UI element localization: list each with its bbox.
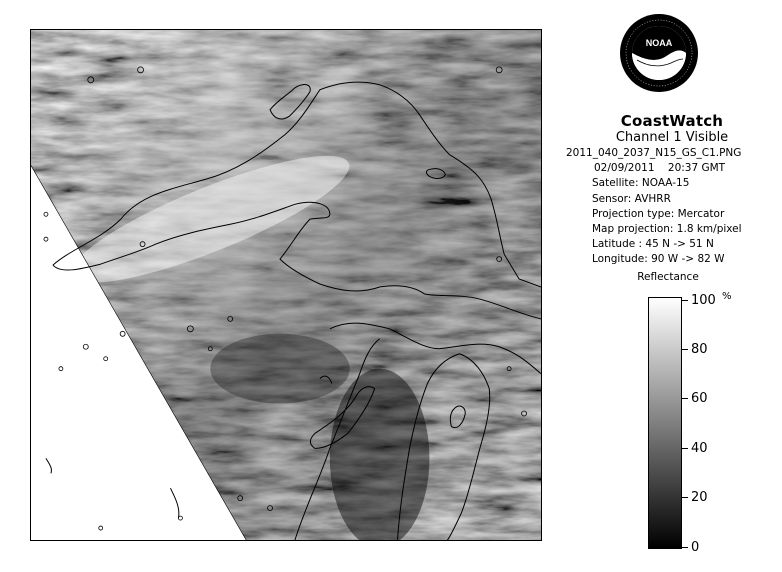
product-title: CoastWatch (620, 112, 724, 130)
noaa-logo (619, 13, 699, 93)
satellite-image-panel (30, 29, 542, 541)
acquisition-date: 02/09/2011 (594, 162, 655, 175)
legend-unit: % (722, 291, 732, 302)
projection-type: Projection type: Mercator (592, 207, 725, 220)
longitude-range: Longitude: 90 W -> 82 W (592, 253, 725, 266)
file-name: 2011_040_2037_N15_GS_C1.PNG (566, 147, 742, 159)
legend-tick-label: 60 (691, 391, 708, 406)
acquisition-time: 20:37 GMT (667, 162, 726, 175)
reflectance-colorbar (648, 297, 682, 549)
satellite-label: Satellite: NOAA-15 (592, 177, 690, 190)
legend-tick (682, 497, 688, 498)
legend-tick (682, 448, 688, 449)
legend-tick (682, 349, 688, 350)
legend-tick-label: 80 (691, 342, 708, 357)
product-header (562, 112, 782, 145)
legend-tick (682, 398, 688, 399)
noaa-seal-icon (619, 13, 699, 93)
image-metadata (566, 146, 778, 268)
legend-tick (682, 300, 688, 301)
legend-tick (682, 547, 688, 548)
sensor-label: Sensor: AVHRR (592, 192, 671, 205)
acquisition-datetime (566, 161, 778, 176)
map-resolution: Map projection: 1.8 km/pixel (592, 223, 742, 236)
satellite-image (31, 30, 541, 540)
legend-tick-label: 20 (691, 490, 708, 505)
channel-label: Channel 1 Visible (615, 130, 729, 145)
latitude-range: Latitude : 45 N -> 51 N (592, 238, 714, 251)
legend-title: Reflectance (637, 271, 699, 283)
logo-wordmark: NOAA (645, 38, 673, 48)
legend-tick-label: 0 (691, 540, 700, 555)
cloud-imagery (31, 30, 541, 540)
legend-tick-label: 100 (691, 293, 716, 308)
legend-tick-label: 40 (691, 441, 708, 456)
